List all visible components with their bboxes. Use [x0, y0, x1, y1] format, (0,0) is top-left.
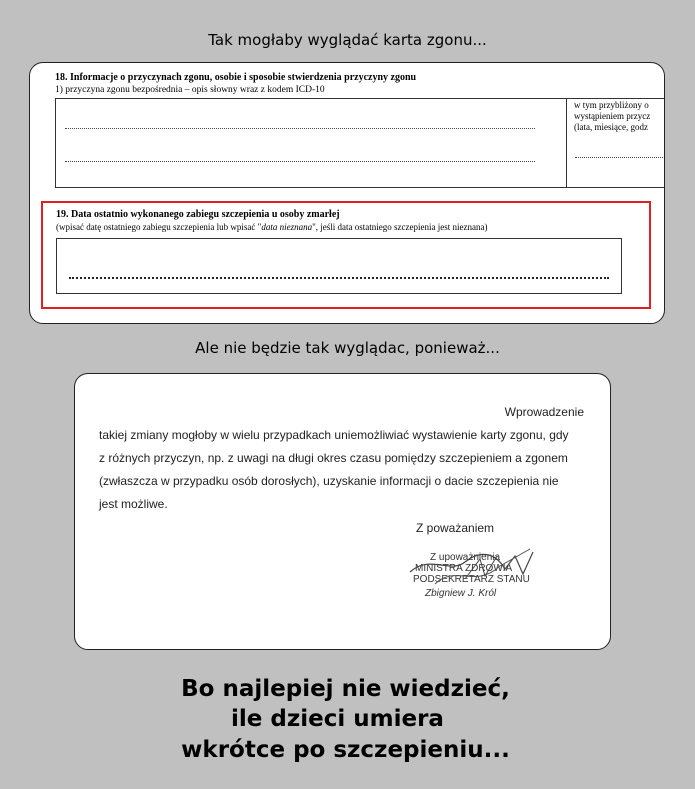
letter-regards: Z poważaniem — [416, 521, 495, 535]
section-18-title: 18. Informacje o przyczynach zgonu, osobie i sposobie stwierdzenia przyczyny zgonu — [55, 72, 417, 83]
letter-line: takiej zmiany mogłoby w wielu przypadkach uniemożliwiać wystawienie karty zgonu, gdy — [99, 428, 569, 442]
signature-line: Z upoważnienia — [430, 552, 501, 563]
death-certificate-excerpt — [29, 62, 665, 324]
letter-line: z różnych przyczyn, np. z uwagi na długi okres czasu pomiędzy szczepieniem a zgonem — [99, 451, 568, 465]
top-caption: Tak mogłaby wyglądać karta zgonu... — [208, 31, 487, 49]
right-note-line: (lata, miesiące, godz — [574, 122, 648, 132]
handwritten-signature-icon — [405, 544, 545, 604]
dotted-line — [65, 128, 535, 129]
section-18-subtitle: 1) przyczyna zgonu bezpośrednia – opis słowny wraz z kodem ICD-10 — [55, 85, 325, 95]
letter-intro: Wprowadzenie — [504, 405, 584, 419]
middle-caption: Ale nie będzie tak wyglądac, ponieważ... — [195, 339, 500, 357]
subtitle-part: (wpisać datę ostatniego zabiegu szczepienia lub wpisać " — [56, 222, 262, 232]
letter-line: jest możliwe. — [99, 497, 168, 511]
section-19-highlight — [41, 201, 651, 309]
letter-line: (zwłaszcza w przypadku osób dorosłych), uzyskanie informacji o dacie szczepienia nie — [99, 474, 559, 488]
bottom-text-line: wkrótce po szczepieniu... — [181, 737, 510, 763]
subtitle-italic: data nieznana — [261, 222, 313, 232]
right-note-line: wystąpieniem przycz — [574, 111, 651, 121]
right-note-line: w tym przybliżony o — [574, 100, 649, 110]
signature-line: PODSEKRETARZ STANU — [413, 574, 530, 585]
section-19-field-box — [56, 238, 622, 294]
section-18-right-note — [574, 100, 650, 133]
section-19-subtitle — [56, 222, 487, 232]
bottom-text-line: Bo najlepiej nie wiedzieć, — [181, 676, 510, 702]
signature-block — [405, 552, 545, 602]
dotted-line — [65, 161, 535, 162]
section-19-title: 19. Data ostatnio wykonanego zabiegu szczepienia u osoby zmarłej — [56, 209, 340, 220]
dotted-line — [575, 157, 665, 158]
signature-line: Zbigniew J. Król — [425, 588, 497, 599]
section-18-divider — [566, 98, 567, 188]
bottom-text-line: ile dzieci umiera — [231, 706, 444, 732]
dotted-line — [69, 277, 609, 279]
ministry-letter-excerpt — [74, 373, 611, 650]
subtitle-part: ", jeśli data ostatniego szczepienia jest nieznana) — [312, 222, 488, 232]
signature-line: MINISTRA ZDROWIA — [415, 563, 513, 574]
